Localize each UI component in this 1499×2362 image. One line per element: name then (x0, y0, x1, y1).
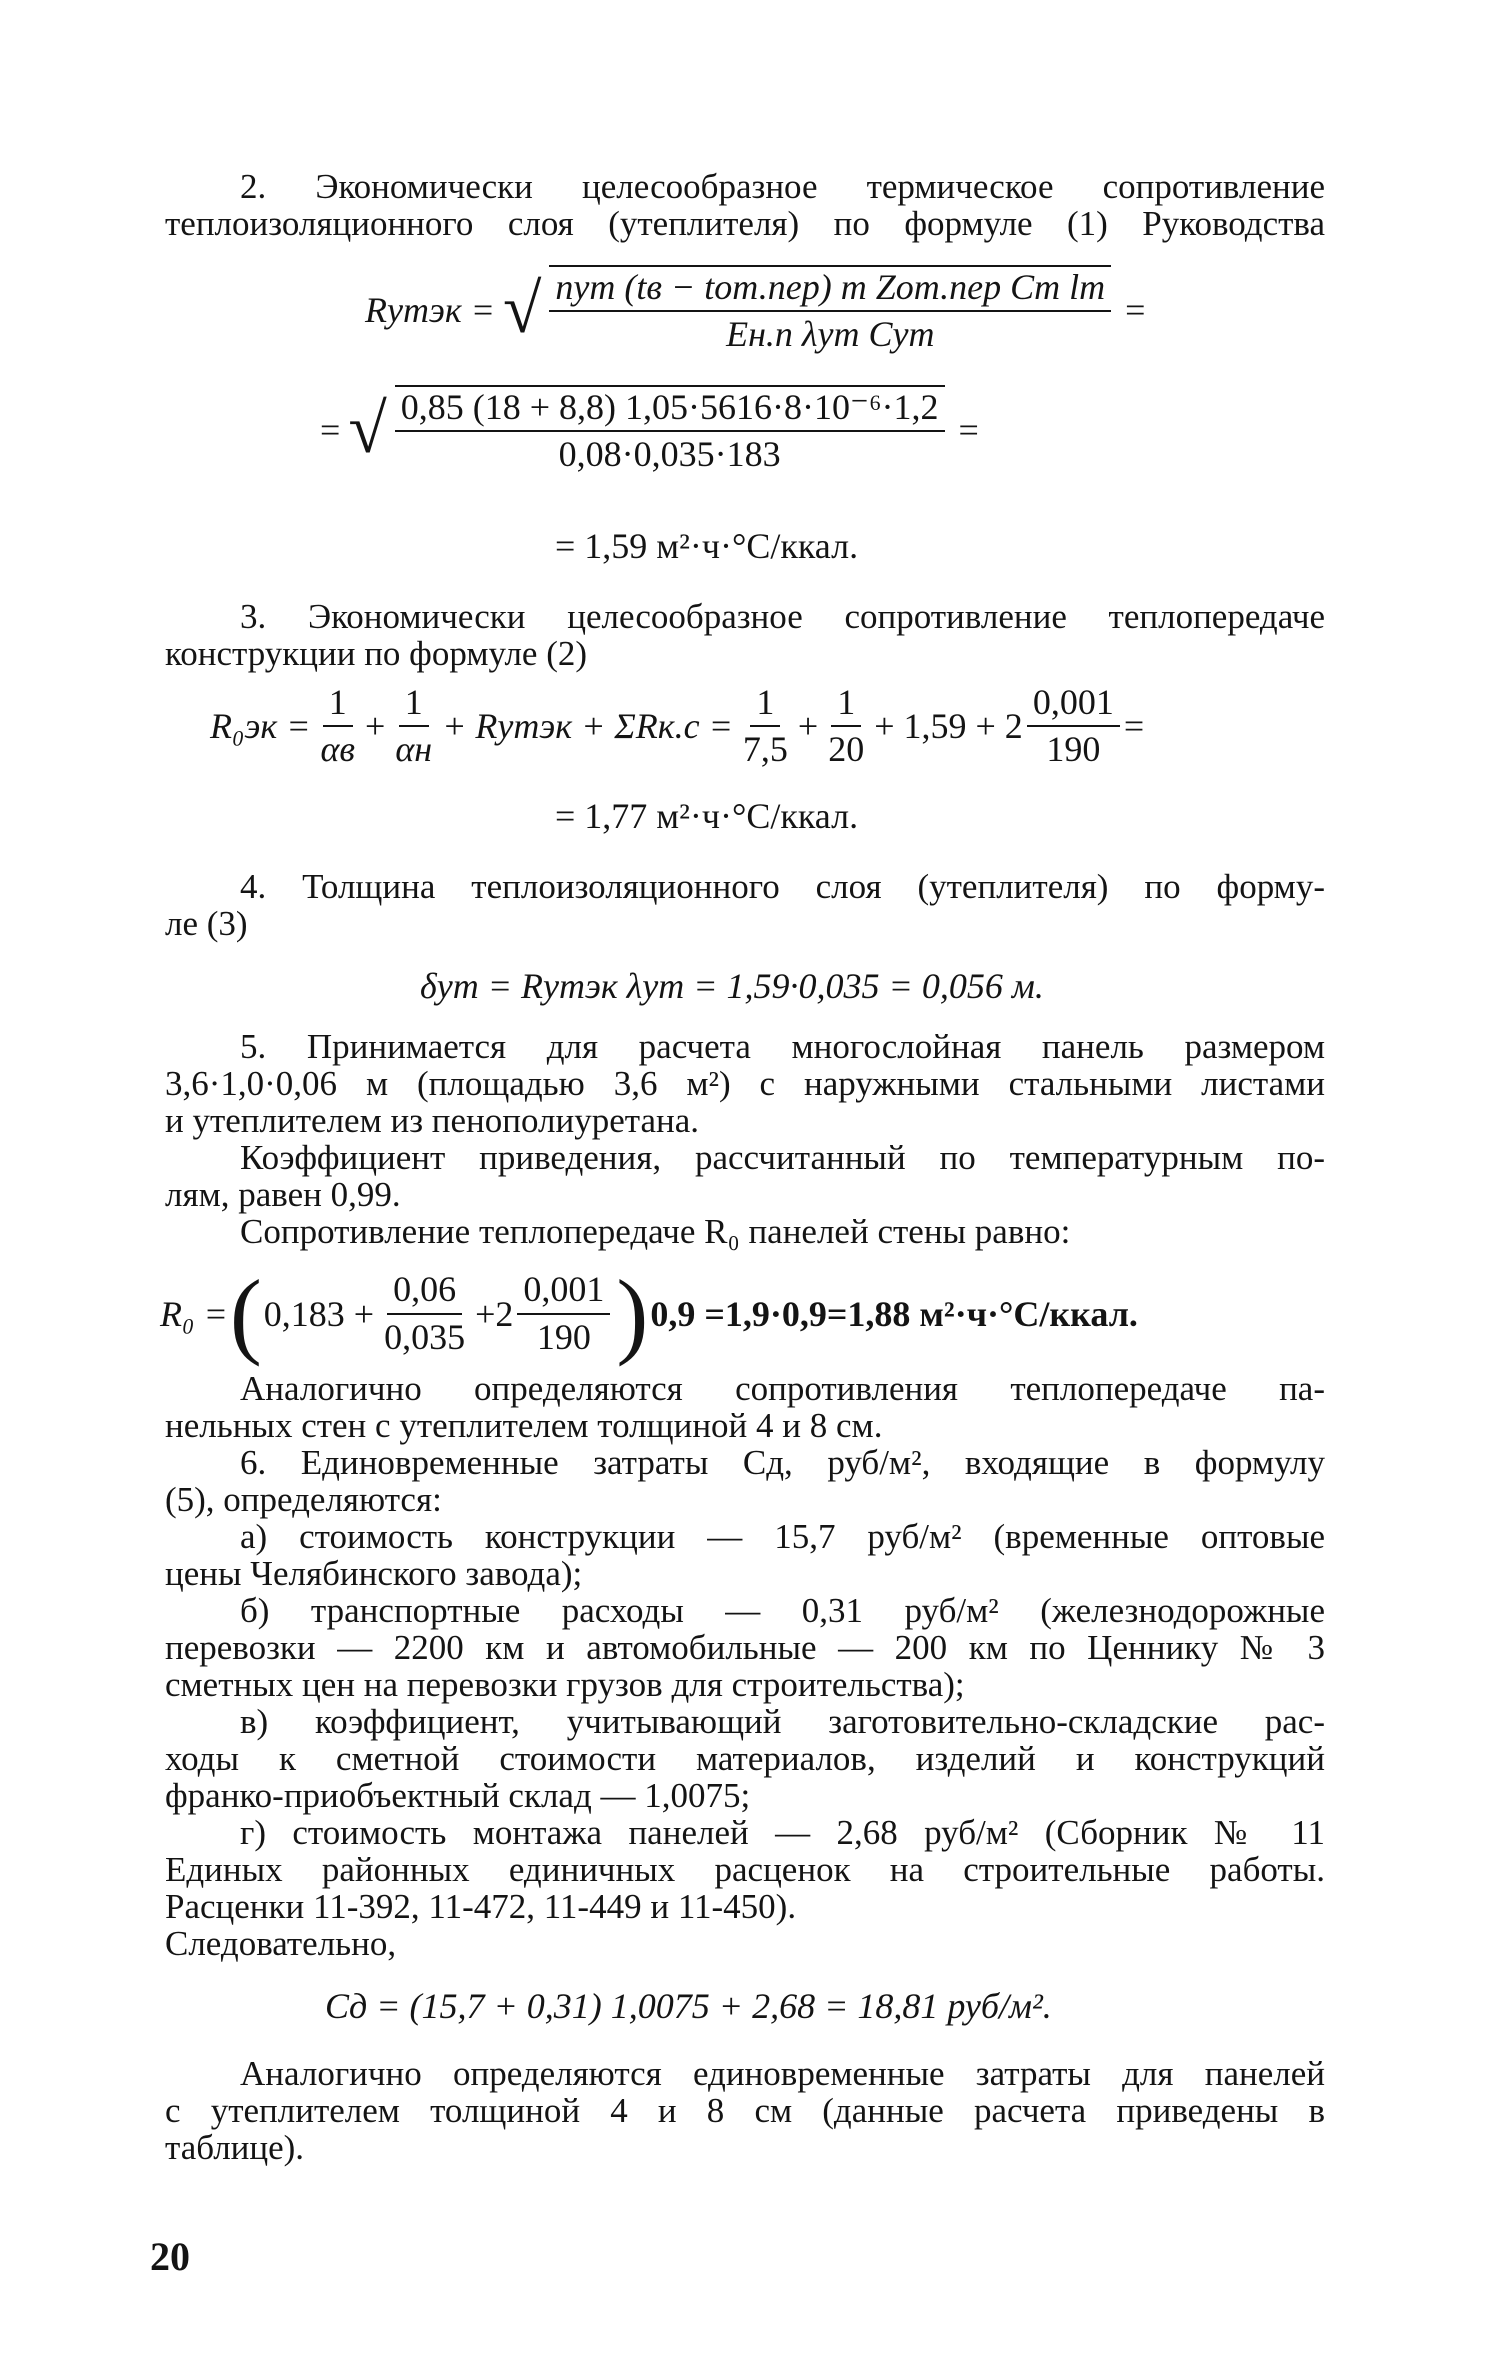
fraction (378, 1269, 471, 1358)
formula-lhs: R₀эк = (210, 706, 311, 747)
text-line: ле (3) (165, 904, 248, 943)
formula-tail: + 1,59 + 2 (874, 706, 1023, 747)
text-line: Расценки 11-392, 11-472, 11-449 и 11-450). (165, 1887, 797, 1926)
formula-result: 0,9 =1,9·0,9=1,88 м²·ч·°С/ккал. (650, 1293, 1138, 1334)
fraction (737, 682, 794, 771)
plus: + (797, 706, 819, 747)
formula-delta-ut: δут = Rутэк λут = 1,59·0,035 = 0,056 м. (420, 966, 1044, 1006)
text-line: 6. Единовременные затраты Cд, руб/м², входящие в формулу (240, 1443, 1325, 1482)
text-line: (5), определяются: (165, 1480, 442, 1519)
fraction (549, 265, 1111, 356)
text-line: 2. Экономически целесообразное термическое сопротивление (240, 167, 1325, 206)
fraction (822, 682, 870, 771)
text-line: с утеплителем толщиной 4 и 8 см (данные расчета приведены в (165, 2091, 1325, 2130)
numerator: nут (tв − tот.пер) m Zот.пер Cт lт (549, 265, 1111, 312)
paren-close: ) (616, 1260, 649, 1367)
paren-open: ( (229, 1260, 262, 1367)
text-line: цены Челябинского завода); (165, 1554, 583, 1593)
text-line: Следовательно, (165, 1924, 397, 1963)
numerator: 1 (831, 682, 861, 727)
equals: = (958, 410, 979, 451)
numerator: 0,001 (517, 1269, 610, 1314)
text-line: таблице). (165, 2128, 305, 2167)
text-line: Сопротивление теплопередаче R₀ панелей стены равно: (240, 1212, 1071, 1251)
text-line: франко-приобъектный склад — 1,0075; (165, 1776, 751, 1815)
fraction (315, 682, 362, 771)
sqrt-sign: √ (348, 391, 387, 469)
text-line: Единых районных единичных расценок на строительные работы. (165, 1850, 1325, 1889)
denominator: αн (395, 729, 433, 770)
numerator: 0,06 (387, 1269, 462, 1314)
fraction (395, 385, 945, 476)
formula-lhs: Rутэк = (365, 290, 495, 331)
fraction (517, 1269, 610, 1358)
fraction (1027, 682, 1120, 771)
equals: = (1125, 290, 1146, 331)
denominator: 0,035 (384, 1316, 466, 1357)
denominator: αв (320, 729, 356, 770)
formula-term: 0,183 + (263, 1293, 375, 1334)
page-number: 20 (150, 2234, 190, 2279)
text-line: Аналогично определяются сопротивления теплопередаче па- (240, 1369, 1325, 1408)
denominator: 0,08·0,035·183 (558, 434, 781, 475)
text-line: перевозки — 2200 км и автомобильные — 200 км по Ценнику № 3 (165, 1628, 1325, 1667)
text-line: 5. Принимается для расчета многослойная панель размером (240, 1027, 1325, 1066)
text-line: в) коэффициент, учитывающий заготовительно-складские рас- (240, 1702, 1325, 1741)
formula-result: = 1,77 м²·ч·°С/ккал. (555, 796, 859, 836)
text-line: 3,6·1,0·0,06 м (площадью 3,6 м²) с наружными стальными листами (165, 1064, 1325, 1103)
denominator: 190 (1046, 729, 1101, 770)
text-line: сметных цен на перевозки грузов для строительства); (165, 1665, 965, 1704)
text-line: б) транспортные расходы — 0,31 руб/м² (железнодорожные (240, 1591, 1325, 1630)
equals: = (320, 410, 341, 451)
numerator: 1 (399, 682, 429, 727)
text-line: и утеплителем из пенополиуретана. (165, 1101, 700, 1140)
text-line: ходы к сметной стоимости материалов, изделий и конструкций (165, 1739, 1325, 1778)
denominator: 7,5 (742, 729, 788, 770)
formula-r-ut-ek (365, 265, 1145, 356)
numerator: 1 (750, 682, 780, 727)
denominator: Eн.п λут Cут (726, 314, 935, 355)
text-line: лям, равен 0,99. (165, 1175, 401, 1214)
formula-middle: + Rутэк + ΣRк.с = (442, 706, 733, 747)
text-line: 4. Толщина теплоизоляционного слоя (утеплителя) по форму- (240, 867, 1325, 906)
denominator: 190 (536, 1316, 591, 1357)
formula-cd: Cд = (15,7 + 0,31) 1,0075 + 2,68 = 18,81 руб/м². (325, 1986, 1052, 2026)
formula-lhs: R₀ = (160, 1293, 228, 1334)
formula-r-ut-ek-values (320, 385, 979, 476)
formula-term: +2 (475, 1293, 514, 1334)
fraction (389, 682, 438, 771)
denominator: 20 (828, 729, 865, 770)
numerator: 0,001 (1027, 682, 1120, 727)
formula-r0 (160, 1258, 1138, 1369)
text-line: нельных стен с утеплителем толщиной 4 и 8 см. (165, 1406, 883, 1445)
numerator: 0,85 (18 + 8,8) 1,05·5616·8·10⁻⁶·1,2 (395, 385, 945, 432)
plus: + (365, 706, 386, 747)
text-line: 3. Экономически целесообразное сопротивление теплопередаче (240, 597, 1325, 636)
text-line: Аналогично определяются единовременные затраты для панелей (240, 2054, 1325, 2093)
formula-r0-ek (210, 682, 1144, 771)
text-line: теплоизоляционного слоя (утеплителя) по формуле (1) Руководства (165, 204, 1325, 243)
text-line: конструкции по формуле (2) (165, 634, 587, 673)
text-line: г) стоимость монтажа панелей — 2,68 руб/м² (Сборник № 11 (240, 1813, 1325, 1852)
text-line: а) стоимость конструкции — 15,7 руб/м² (временные оптовые (240, 1517, 1325, 1556)
equals: = (1123, 706, 1145, 747)
sqrt-sign: √ (502, 271, 542, 349)
formula-result: = 1,59 м²·ч·°С/ккал. (555, 526, 859, 566)
numerator: 1 (323, 682, 353, 727)
text-line: Коэффициент приведения, рассчитанный по температурным по- (240, 1138, 1325, 1177)
